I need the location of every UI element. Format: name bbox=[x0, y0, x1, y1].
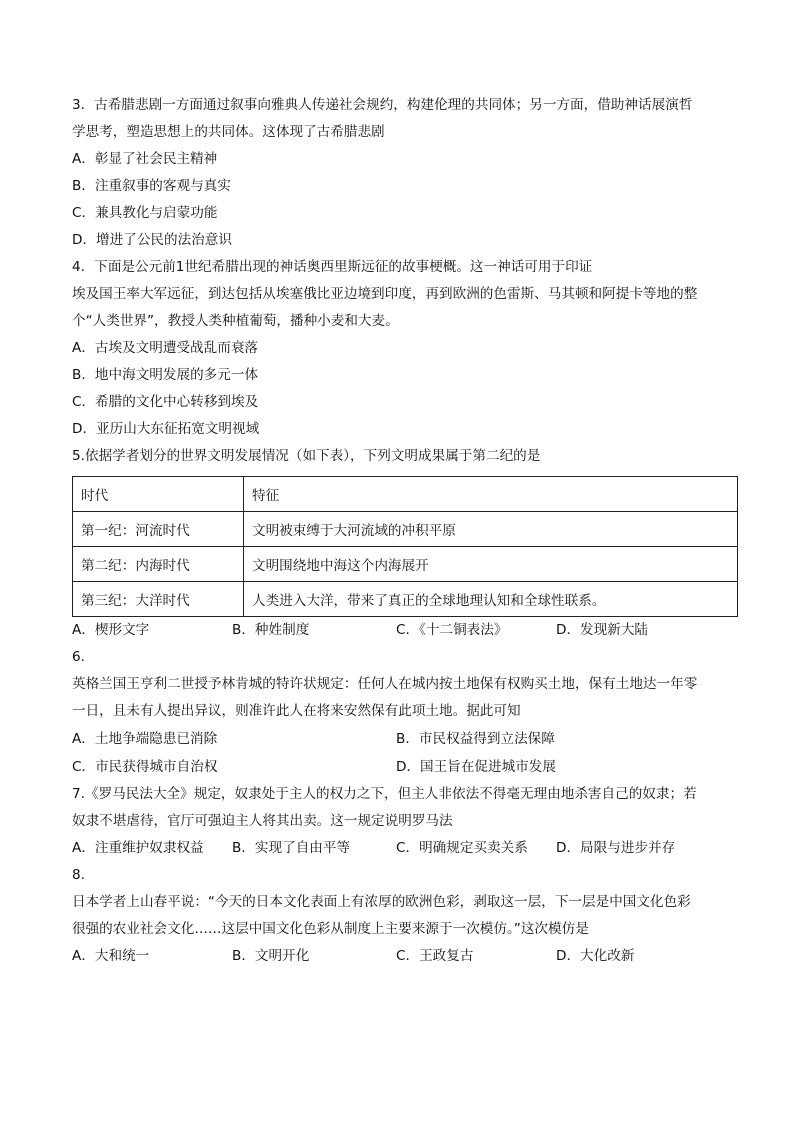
option-d: D．局限与进步并存 bbox=[556, 840, 676, 856]
question-stem: 一日，且未有人提出异议，则准许此人在将来安然保有此项土地。据此可知 bbox=[72, 703, 521, 719]
table-header: 时代 bbox=[73, 477, 244, 512]
exam-page bbox=[72, 92, 732, 970]
question-stem: 埃及国王率大军远征，到达包括从埃塞俄比亚边境到印度，再到欧洲的色雷斯、马其顿和阿提卡等地的整 bbox=[72, 286, 698, 302]
options-row bbox=[72, 617, 732, 644]
question-stem: 学思考，塑造思想上的共同体。这体现了古希腊悲剧 bbox=[72, 124, 385, 140]
question-stem: 4．下面是公元前1世纪希腊出现的神话奥西里斯远征的故事梗概。这一神话可用于印证 bbox=[72, 259, 593, 275]
question-stem: 日本学者上山春平说：“今天的日本文化表面上有浓厚的欧洲色彩，剥取这一层，下一层是中国文化色彩 bbox=[72, 894, 691, 910]
option-c: C．《十二铜表法》 bbox=[396, 622, 508, 638]
question-4 bbox=[72, 254, 732, 443]
table-cell: 人类进入大洋，带来了真正的全球地理认知和全球性联系。 bbox=[244, 582, 738, 617]
table-header-row bbox=[73, 477, 738, 512]
option-c: C．王政复古 bbox=[396, 948, 474, 964]
question-3 bbox=[72, 92, 732, 254]
table-row bbox=[73, 547, 738, 582]
question-stem: 很强的农业社会文化……这层中国文化色彩从制度上主要来源于一次模仿。”这次模仿是 bbox=[72, 921, 589, 937]
option-b: B．实现了自由平等 bbox=[232, 840, 351, 856]
table-row bbox=[73, 512, 738, 547]
option-b: B．文明开化 bbox=[232, 948, 310, 964]
option-d: D．国王旨在促进城市发展 bbox=[396, 759, 556, 775]
era-table bbox=[72, 476, 738, 617]
option-b: B．注重叙事的客观与真实 bbox=[72, 178, 231, 194]
question-stem: 7.《罗马民法大全》规定，奴隶处于主人的权力之下，但主人非依法不得毫无理由地杀害自己的奴隶；若 bbox=[72, 786, 697, 802]
question-stem: 3．古希腊悲剧一方面通过叙事向雅典人传递社会规约，构建伦理的共同体；另一方面，借助神话展演哲 bbox=[72, 97, 693, 113]
options-row bbox=[72, 753, 732, 781]
options-row bbox=[72, 725, 732, 753]
option-b: B．种姓制度 bbox=[232, 622, 310, 638]
question-stem: 5.依据学者划分的世界文明发展情况（如下表），下列文明成果属于第二纪的是 bbox=[72, 448, 541, 464]
question-stem: 英格兰国王亨利二世授予林肯城的特许状规定：任何人在城内按土地保有权购买土地，保有土地达一年零 bbox=[72, 676, 698, 692]
question-5 bbox=[72, 443, 732, 644]
option-d: D．增进了公民的法治意识 bbox=[72, 232, 232, 248]
question-stem: 个“人类世界”，教授人类种植葡萄，播种小麦和大麦。 bbox=[72, 313, 399, 329]
options-row bbox=[72, 943, 732, 970]
table-cell: 文明围绕地中海这个内海展开 bbox=[244, 547, 738, 582]
option-d: D．大化改新 bbox=[556, 948, 635, 964]
option-c: C．兼具教化与启蒙功能 bbox=[72, 205, 218, 221]
option-a: A．古埃及文明遭受战乱而衰落 bbox=[72, 340, 259, 356]
option-d: D．发现新大陆 bbox=[556, 622, 649, 638]
question-7 bbox=[72, 781, 732, 862]
table-row bbox=[73, 582, 738, 617]
question-stem: 奴隶不堪虐待，官厅可强迫主人将其出卖。这一规定说明罗马法 bbox=[72, 813, 453, 829]
question-number: 6. bbox=[72, 649, 85, 665]
option-c: C．市民获得城市自治权 bbox=[72, 759, 218, 775]
table-cell: 文明被束缚于大河流域的冲积平原 bbox=[244, 512, 738, 547]
option-c: C．希腊的文化中心转移到埃及 bbox=[72, 394, 259, 410]
option-d: D．亚历山大东征拓宽文明视域 bbox=[72, 421, 260, 437]
question-8 bbox=[72, 862, 732, 970]
option-b: B．市民权益得到立法保障 bbox=[396, 731, 555, 747]
option-a: A．土地争端隐患已消除 bbox=[72, 731, 218, 747]
table-cell: 第一纪：河流时代 bbox=[73, 512, 244, 547]
option-a: A．大和统一 bbox=[72, 948, 150, 964]
table-cell: 第二纪：内海时代 bbox=[73, 547, 244, 582]
question-number: 8. bbox=[72, 867, 85, 883]
option-b: B．地中海文明发展的多元一体 bbox=[72, 367, 259, 383]
option-a: A．楔形文字 bbox=[72, 622, 150, 638]
option-a: A．注重维护奴隶权益 bbox=[72, 840, 204, 856]
options-row bbox=[72, 835, 732, 862]
table-header: 特征 bbox=[244, 477, 738, 512]
option-c: C．明确规定买卖关系 bbox=[396, 840, 528, 856]
option-a: A．彰显了社会民主精神 bbox=[72, 151, 218, 167]
question-6 bbox=[72, 644, 732, 781]
table-cell: 第三纪：大洋时代 bbox=[73, 582, 244, 617]
